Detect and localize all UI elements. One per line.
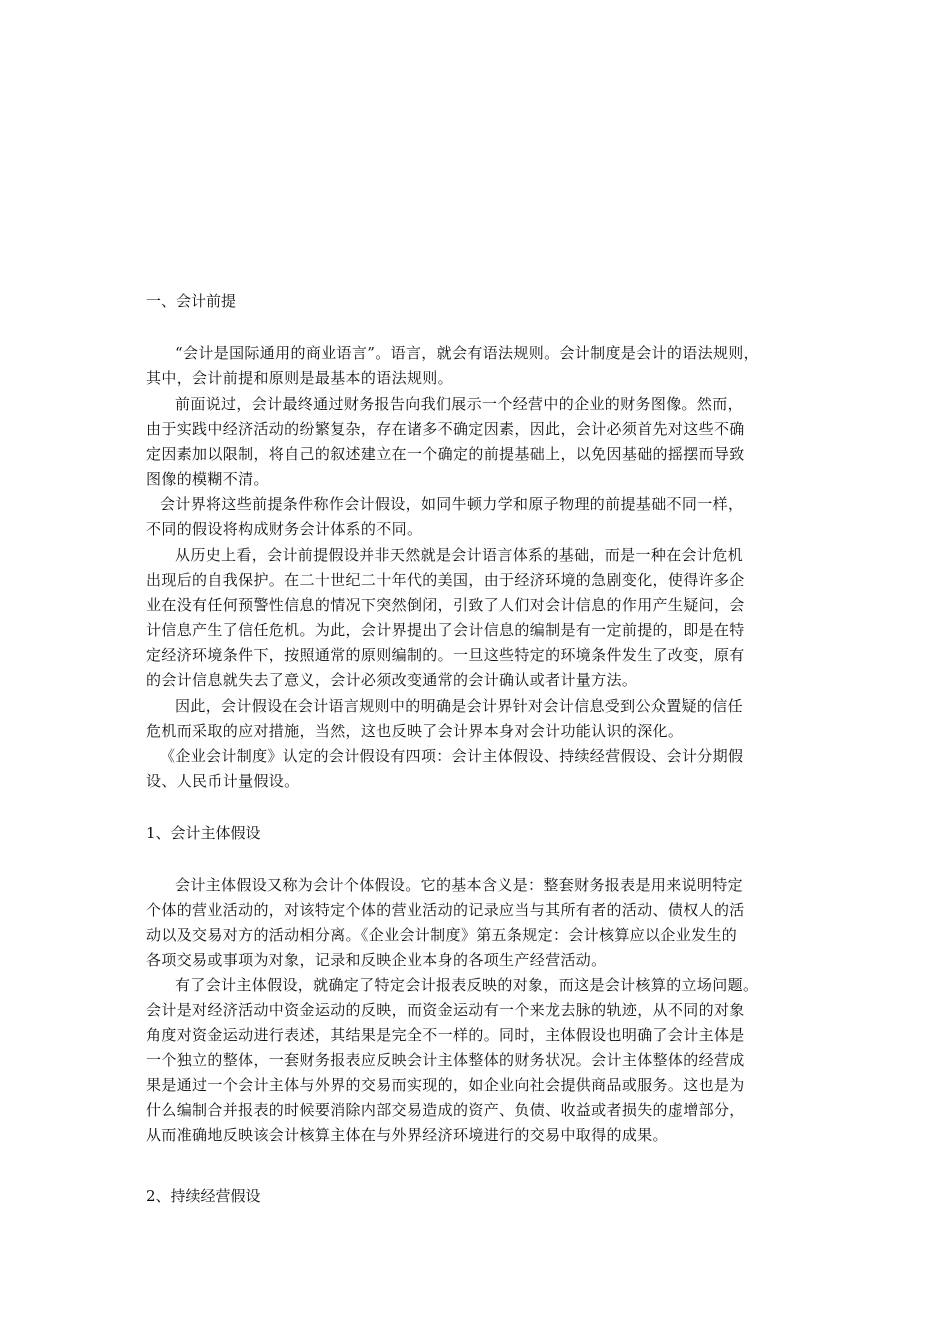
text-line: “会计是国际通用的商业语言”。语言，就会有语法规则。会计制度是会计的语法规则， xyxy=(175,344,759,362)
text-line: 从历史上看，会计前提假设并非天然就是会计语言体系的基础，而是一种在会计危机 xyxy=(175,546,743,564)
text-line: 出现后的自我保护。在二十世纪二十年代的美国，由于经济环境的急剧变化，使得许多企 xyxy=(146,571,745,589)
text-line: 会计主体假设又称为会计个体假设。它的基本含义是：整套财务报表是用来说明特定 xyxy=(175,876,743,894)
text-line: 动以及交易对方的活动相分离。《企业会计制度》第五条规定：会计核算应以企业发生的 xyxy=(146,926,738,944)
section-heading-entity-assumption: 1、会计主体假设 xyxy=(146,824,261,842)
text-line: 《企业会计制度》认定的会计假设有四项：会计主体假设、持续经营假设、会计分期假 xyxy=(160,747,744,765)
text-line: 什么编制合并报表的时候要消除内部交易造成的资产、负债、收益或者损失的虚增部分， xyxy=(146,1101,745,1119)
text-line: 计信息产生了信任危机。为此，会计界提出了会计信息的编制是有一定前提的，即是在特 xyxy=(146,621,745,639)
text-line: 有了会计主体假设，就确定了特定会计报表反映的对象，而这是会计核算的立场问题。 xyxy=(175,976,759,994)
text-line: 一个独立的整体，一套财务报表应反映会计主体整体的财务状况。会计主体整体的经营成 xyxy=(146,1051,745,1069)
section-heading-going-concern: 2、持续经营假设 xyxy=(146,1187,261,1205)
text-line: 定因素加以限制，将自己的叙述建立在一个确定的前提基础上，以免因基础的摇摆而导致 xyxy=(146,445,745,463)
text-line: 定经济环境条件下，按照通常的原则编制的。一旦这些特定的环境条件发生了改变，原有 xyxy=(146,646,745,664)
text-line: 危机而采取的应对措施，当然，这也反映了会计界本身对会计功能认识的深化。 xyxy=(146,722,684,740)
text-line: 设、人民币计量假设。 xyxy=(146,772,300,790)
text-line: 图像的模糊不清。 xyxy=(146,470,269,488)
text-line: 不同的假设将构成财务会计体系的不同。 xyxy=(146,520,423,538)
text-line: 因此，会计假设在会计语言规则中的明确是会计界针对会计信息受到公众置疑的信任 xyxy=(175,697,743,715)
text-line: 的会计信息就失去了意义，会计必须改变通常的会计确认或者计量方法。 xyxy=(146,671,638,689)
text-line: 角度对资金运动进行表述，其结果是完全不一样的。同时，主体假设也明确了会计主体是 xyxy=(146,1026,745,1044)
text-line: 果是通过一个会计主体与外界的交易而实现的，如企业向社会提供商品或服务。这也是为 xyxy=(146,1076,745,1094)
text-line: 其中，会计前提和原则是最基本的语法规则。 xyxy=(146,369,454,387)
text-line: 各项交易或事项为对象，记录和反映企业本身的各项生产经营活动。 xyxy=(146,951,607,969)
text-line: 从而准确地反映该会计核算主体在与外界经济环境进行的交易中取得的成果。 xyxy=(146,1126,668,1144)
section-heading-accounting-premises: 一、会计前提 xyxy=(146,292,237,310)
text-line: 前面说过，会计最终通过财务报告向我们展示一个经营中的企业的财务图像。然而， xyxy=(175,395,743,413)
text-line: 业在没有任何预警性信息的情况下突然倒闭，引致了人们对会计信息的作用产生疑问，会 xyxy=(146,596,745,614)
text-line: 由于实践中经济活动的纷繁复杂，存在诸多不确定因素，因此，会计必须首先对这些不确 xyxy=(146,420,745,438)
text-line: 个体的营业活动的，对该特定个体的营业活动的记录应当与其所有者的活动、债权人的活 xyxy=(146,901,745,919)
text-line: 会计是对经济活动中资金运动的反映，而资金运动有一个来龙去脉的轨迹，从不同的对象 xyxy=(146,1001,745,1019)
text-line: 会计界将这些前提条件称作会计假设，如同牛顿力学和原子物理的前提基础不同一样， xyxy=(160,495,744,513)
